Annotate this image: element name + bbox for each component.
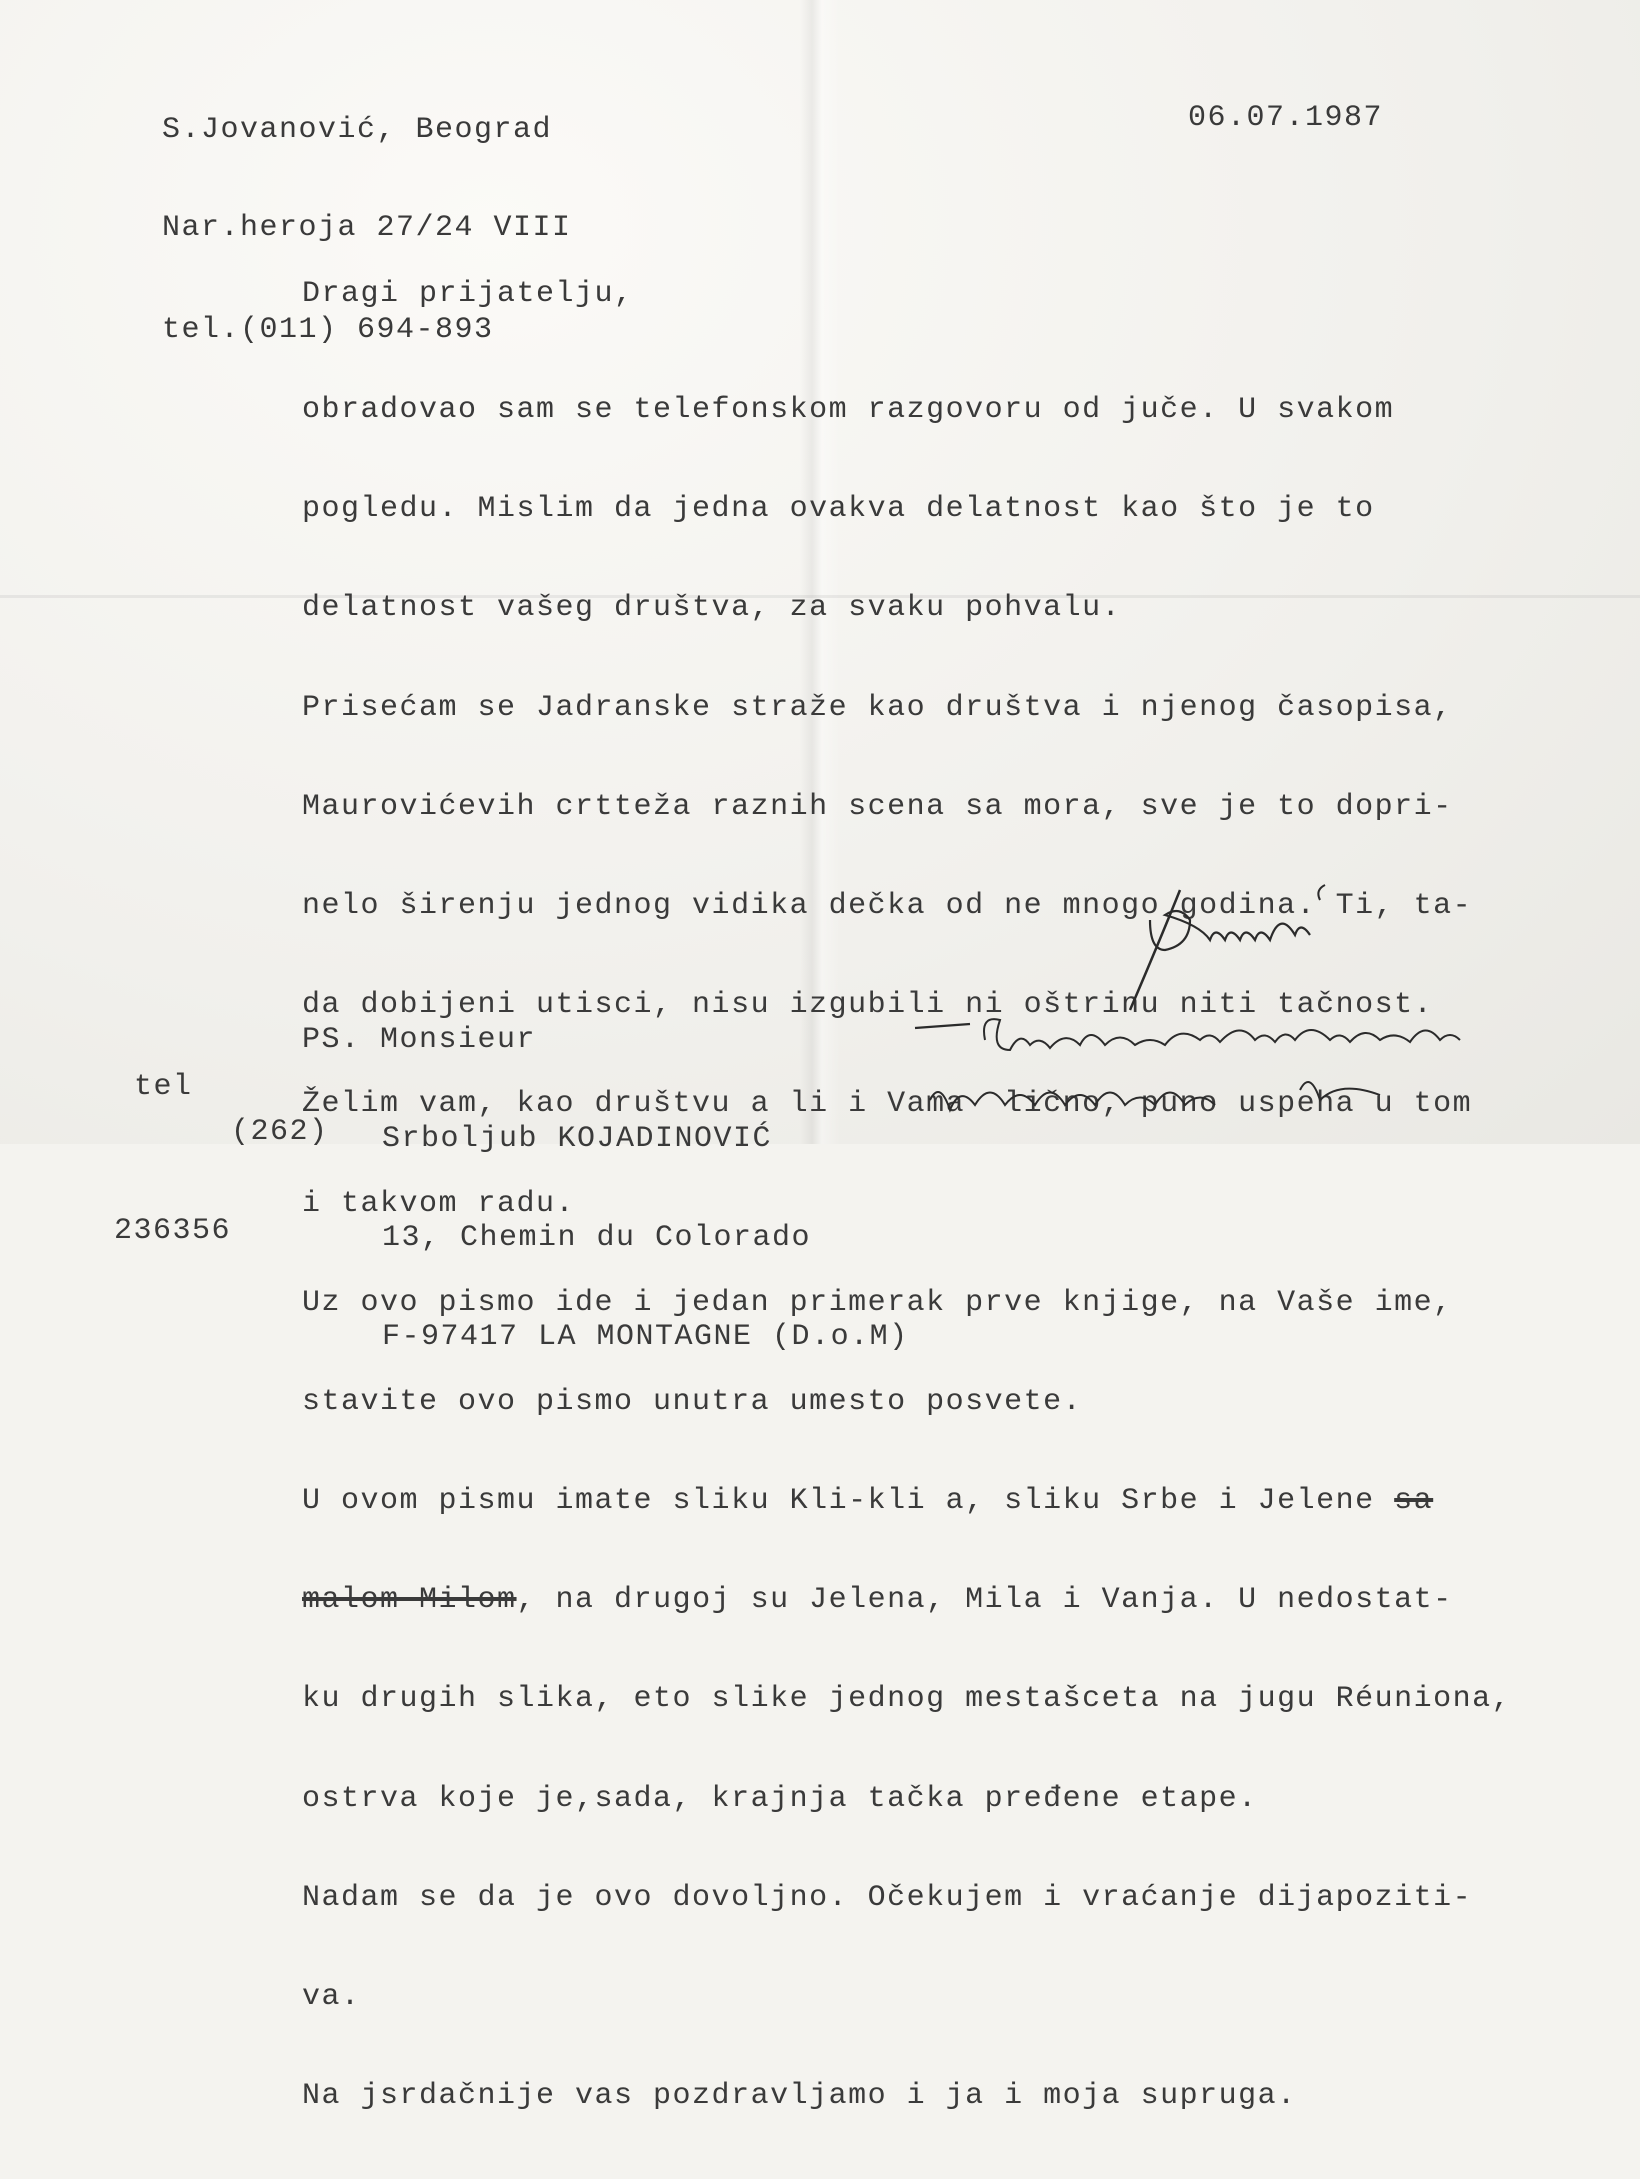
ps-recipient: Srboljub KOJADINOVIĆ: [382, 1122, 773, 1156]
body-line: ostrva koje je,sada, krajnja tačka pređene etape.: [302, 1781, 1258, 1816]
sender-phone: tel.(011) 694-893: [162, 313, 494, 347]
ps-street: 13, Chemin du Colorado: [382, 1221, 812, 1255]
postscript: [302, 958, 909, 1420]
ps-salutation: Monsieur: [380, 1023, 537, 1057]
body-line: delatnost vašeg društva, za svaku pohvalu.: [302, 591, 1122, 626]
ps-prefix: PS.: [302, 1023, 361, 1057]
letter-date: 06.07.1987: [1188, 101, 1384, 135]
body-line: Maurovićevih crtteža raznih scena sa mora, sve je to dopri-: [302, 789, 1453, 824]
greeting: Dragi prijatelju,: [302, 277, 634, 311]
body-line-text: , na drugoj su Jelena, Mila i Vanja. U nedostat-: [516, 1583, 1453, 1618]
tel-code: (262): [231, 1115, 329, 1149]
body-line: nelo širenju jednog vidika dečka od ne mnogo godina. Ti, ta-: [302, 888, 1473, 923]
tel-label: tel: [134, 1070, 193, 1104]
sender-address: Nar.heroja 27/24 VIII: [162, 211, 572, 245]
body-line: ku drugih slika, eto slike jednog mestašceta na jugu Réuniona,: [302, 1682, 1512, 1717]
body-line: Nadam se da je ovo dovoljno. Očekujem i vraćanje dijapoziti-: [302, 1880, 1473, 1915]
sender-name: S.Jovanović, Beograd: [162, 113, 553, 147]
struck-text: sa: [1394, 1484, 1434, 1519]
body-line: Uz ovo pismo ide i jedan primerak prve knjige, na Vaše ime,: [302, 1285, 1453, 1320]
ps-line: [302, 1024, 909, 1057]
handwritten-note: [910, 1010, 1550, 1144]
body-line: pogledu. Mislim da jedna ovakva delatnost kao što je to: [302, 492, 1375, 527]
body-line: Želim vam, kao društvu a li i Vama lično, puno uspeha u tom: [302, 1087, 1473, 1122]
tel-code-overstrike: [114, 1070, 329, 1215]
body-line: [302, 1584, 1511, 1617]
body-line: Prisećam se Jadranske straže kao društva i njenog časopisa,: [302, 690, 1453, 725]
body-line: Na jsrdačnije vas pozdravljamo i ja i moja supruga.: [302, 2079, 1297, 2114]
body-line: obradovao sam se telefonskom razgovoru od juče. U svakom: [302, 393, 1395, 427]
tel-number: 236356: [114, 1214, 232, 1248]
body-line: stavite ovo pismo unutra umesto posvete.: [302, 1384, 1083, 1419]
body-line: i takvom radu.: [302, 1186, 576, 1221]
struck-text: malom Milom: [302, 1583, 517, 1618]
body-line-text: U ovom pismu imate sliku Kli-kli a, sliku Srbe i Jelene: [302, 1484, 1395, 1519]
tel-note: [36, 1050, 329, 1281]
body-line: da dobijeni utisci, nisu izgubili ni oštrinu niti tačnost.: [302, 988, 1434, 1023]
body-line: [302, 1485, 1511, 1518]
body-line: va.: [302, 1980, 361, 2014]
handwritten-signature: [1120, 880, 1380, 1030]
ps-city: F-97417 LA MONTAGNE (D.o.M): [382, 1320, 909, 1354]
